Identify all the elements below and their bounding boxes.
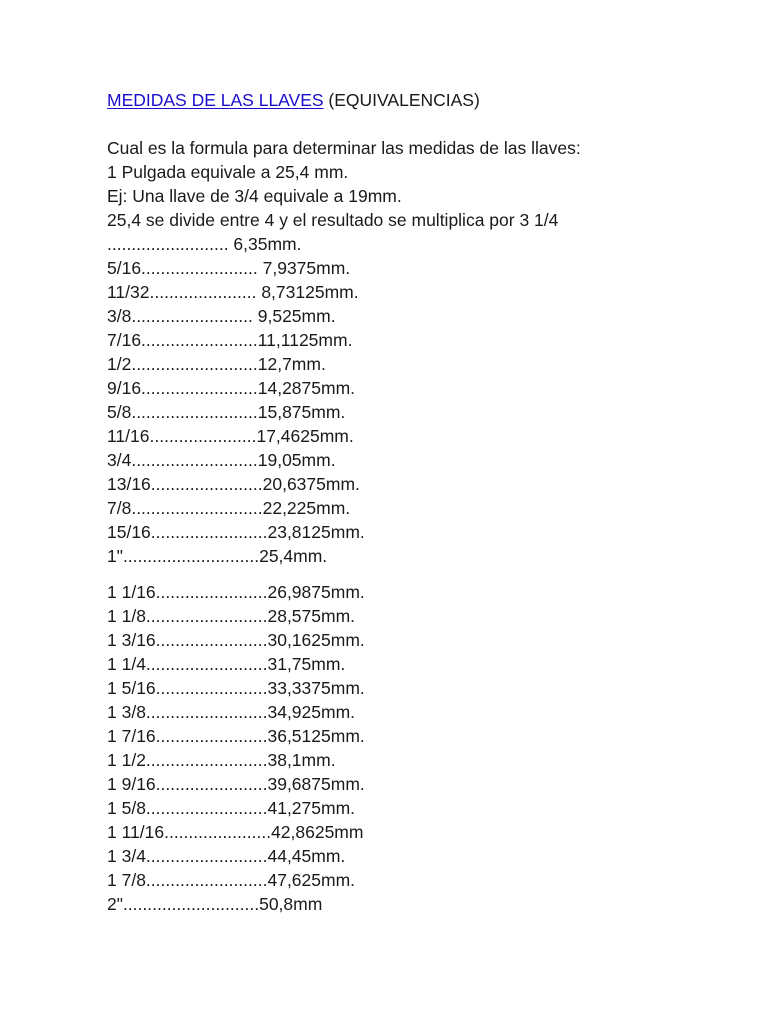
list-item: 1 5/16.......................33,3375mm. [107,678,365,698]
title-suffix: (EQUIVALENCIAS) [323,90,480,110]
title-link[interactable]: MEDIDAS DE LAS LLAVES [107,90,324,110]
list-item: 1 1/16.......................26,9875mm. [107,582,365,602]
list-item: 7/8...........................22,225mm. [107,498,351,518]
list-item: 1 3/16.......................30,1625mm. [107,630,365,650]
block-spacer [107,568,747,580]
list-item: 11/16......................17,4625mm. [107,426,354,446]
list-item: 1 11/16......................42,8625mm [107,822,364,842]
list-item: 5/16........................ 7,9375mm. [107,258,351,278]
equivalence-list-2 [107,580,747,916]
list-item: 11/32...................... 8,73125mm. [107,282,359,302]
list-item: 3/4..........................19,05mm. [107,450,336,470]
document-page [107,88,747,916]
intro-line: Ej: Una llave de 3/4 equivale a 19mm. [107,186,402,206]
list-item: 1"............................25,4mm. [107,546,328,566]
list-item: 15/16........................23,8125mm. [107,522,365,542]
list-item: 1 1/8.........................28,575mm. [107,606,356,626]
list-item: 13/16.......................20,6375mm. [107,474,360,494]
list-item: 1 1/4.........................31,75mm. [107,654,346,674]
equivalence-list-1 [107,232,747,568]
list-item: 1 7/8.........................47,625mm. [107,870,356,890]
list-item: 1 9/16.......................39,6875mm. [107,774,365,794]
list-item: 1 3/4.........................44,45mm. [107,846,346,866]
list-item: 1 1/2.........................38,1mm. [107,750,336,770]
list-item: 1 7/16.......................36,5125mm. [107,726,365,746]
intro-line: 25,4 se divide entre 4 y el resultado se multiplica por 3 1/4 [107,210,559,230]
intro-line: 1 Pulgada equivale a 25,4 mm. [107,162,349,182]
list-item: ......................... 6,35mm. [107,234,302,254]
list-item: 3/8......................... 9,525mm. [107,306,336,326]
intro-line: Cual es la formula para determinar las medidas de las llaves: [107,138,581,158]
intro-section [107,136,747,232]
title-spacer [107,112,747,136]
list-item: 5/8..........................15,875mm. [107,402,346,422]
list-item: 1 5/8.........................41,275mm. [107,798,356,818]
list-item: 1 3/8.........................34,925mm. [107,702,356,722]
document-title [107,88,747,112]
list-item: 7/16........................11,1125mm. [107,330,353,350]
list-item: 2"............................50,8mm [107,894,323,914]
list-item: 1/2..........................12,7mm. [107,354,326,374]
list-item: 9/16........................14,2875mm. [107,378,356,398]
